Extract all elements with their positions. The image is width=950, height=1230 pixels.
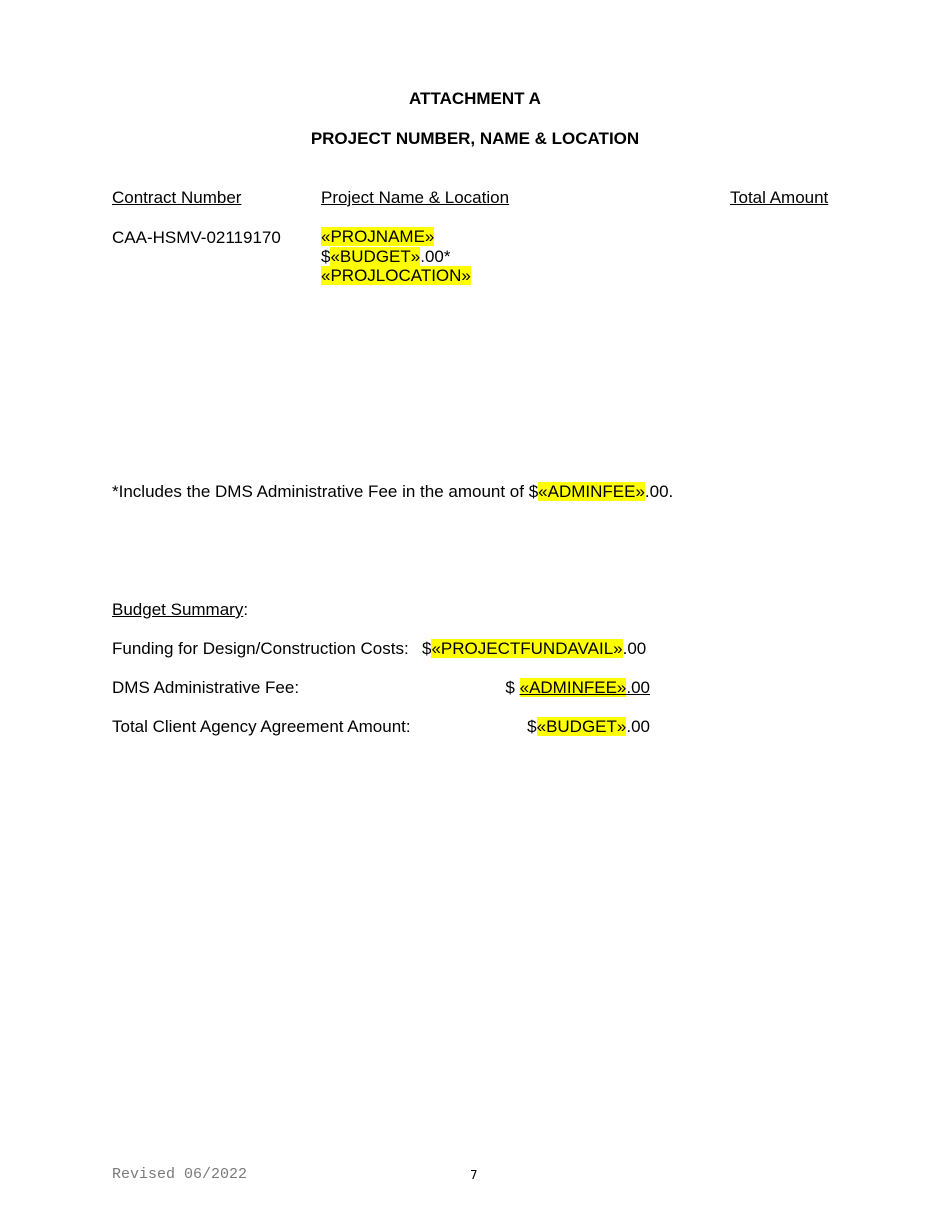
admin-fee-suffix: .00 <box>626 678 650 697</box>
total-dollar-sign: $ <box>527 717 537 736</box>
admin-fee-underlined <box>520 678 650 697</box>
funding-amount <box>422 639 646 659</box>
attachment-title: ATTACHMENT A <box>409 89 541 108</box>
section-subtitle: PROJECT NUMBER, NAME & LOCATION <box>310 129 640 148</box>
admin-fee-label: DMS Administrative Fee: <box>112 678 300 697</box>
funding-field: «PROJECTFUNDAVAIL» <box>431 639 623 658</box>
admin-fee-dollar-sign: $ <box>505 678 520 697</box>
funding-label: Funding for Design/Construction Costs: <box>112 639 409 658</box>
budget-summary-heading <box>112 600 248 620</box>
total-budget-field: «BUDGET» <box>536 717 627 736</box>
budget-summary-heading-text: Budget Summary <box>112 600 244 619</box>
project-cell <box>321 227 471 286</box>
page-number: 7 <box>470 1168 478 1182</box>
budget-summary-colon: : <box>243 600 249 619</box>
total-amount-header: Total Amount <box>730 188 829 207</box>
footnote-suffix: .00. <box>644 482 674 501</box>
project-name-field: «PROJNAME» <box>321 227 435 246</box>
project-location-field: «PROJLOCATION» <box>321 266 471 285</box>
contract-number-value: CAA-HSMV-02119170 <box>112 228 281 247</box>
contract-number-header: Contract Number <box>112 188 242 207</box>
budget-field: «BUDGET» <box>330 246 421 266</box>
admin-fee-amount <box>505 678 650 698</box>
funding-suffix: .00 <box>622 639 647 658</box>
total-suffix: .00 <box>626 717 650 736</box>
budget-dollar-sign: $ <box>321 246 331 266</box>
revised-date: Revised 06/2022 <box>112 1166 248 1183</box>
funding-dollar-sign: $ <box>422 639 432 658</box>
project-budget-line <box>321 247 471 267</box>
footnote-adminfee-field: «ADMINFEE» <box>538 482 645 501</box>
total-agreement-amount <box>527 717 650 737</box>
total-agreement-label: Total Client Agency Agreement Amount: <box>112 717 411 736</box>
admin-fee-field: «ADMINFEE» <box>519 678 627 697</box>
budget-suffix: .00* <box>420 246 451 266</box>
footnote-text: *Includes the DMS Administrative Fee in the amount of $ <box>112 482 539 501</box>
admin-fee-footnote <box>112 482 673 502</box>
project-name-location-header: Project Name & Location <box>321 188 510 207</box>
